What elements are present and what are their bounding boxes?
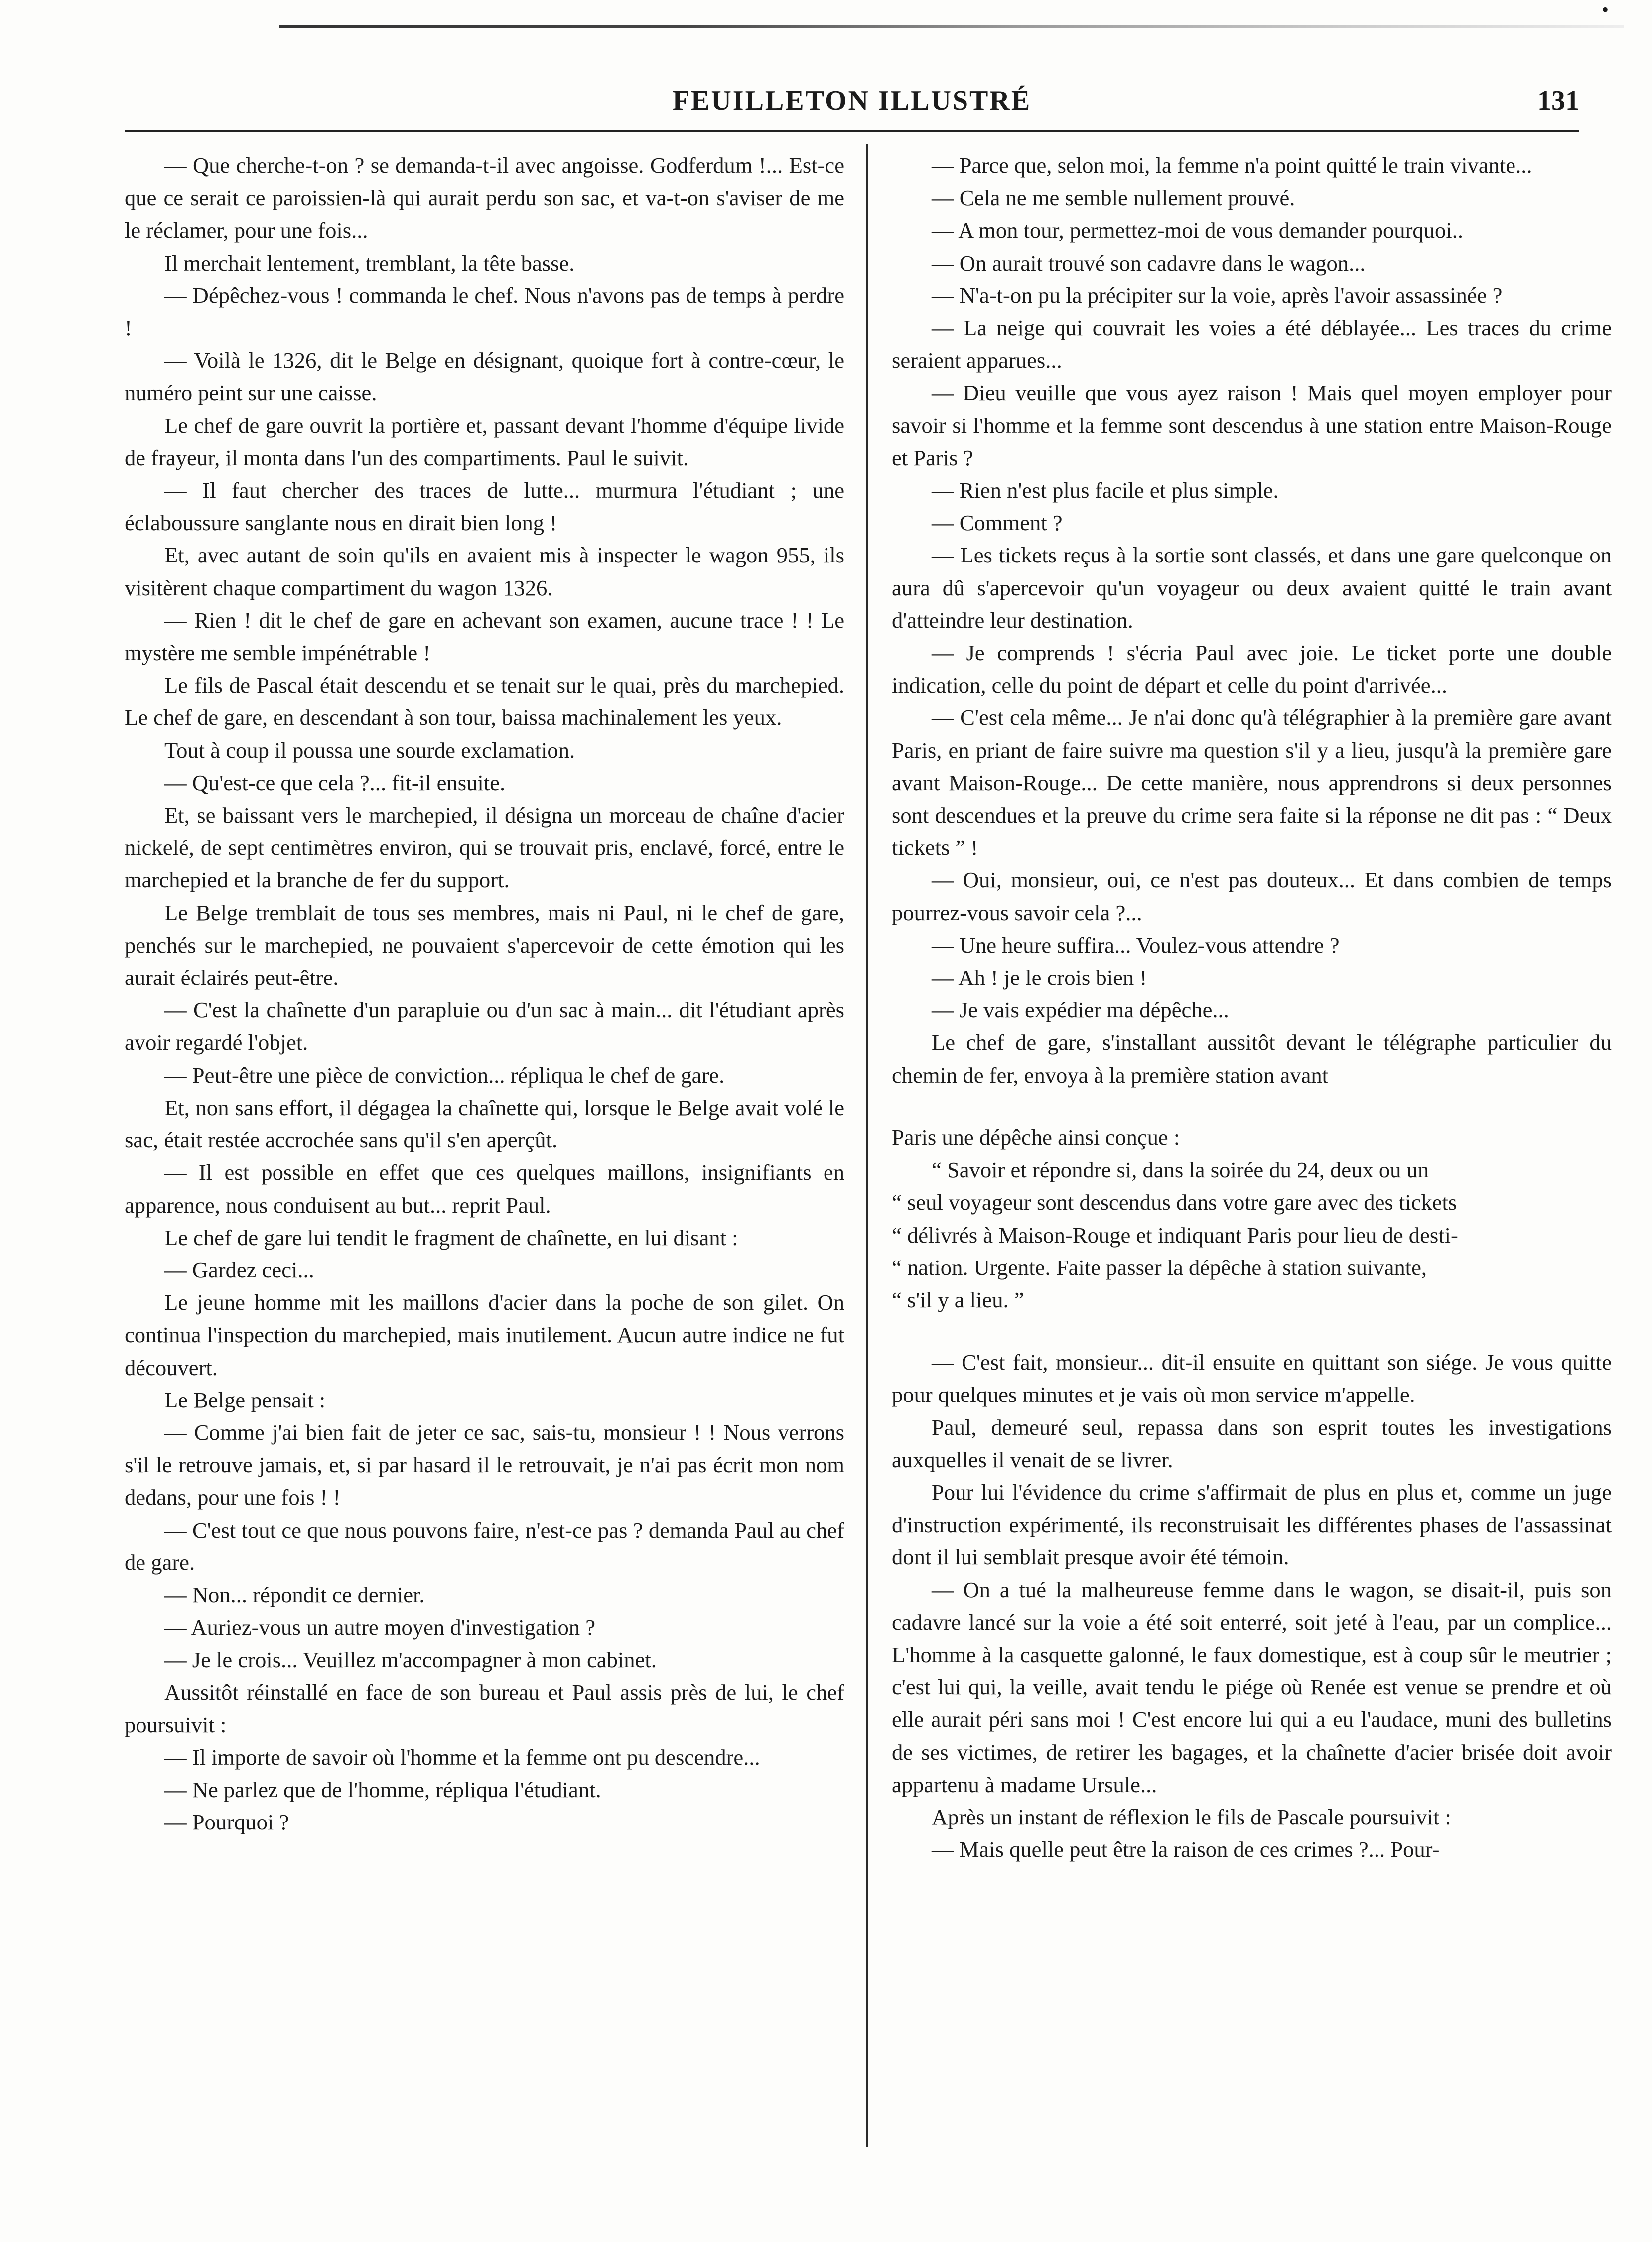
paragraph: — N'a-t-on pu la précipiter sur la voie, après l'avoir assassinée ? [932,282,1503,308]
spacer [892,1316,1612,1346]
paragraph: — Il importe de savoir où l'homme et la femme ont pu descendre... [164,1744,760,1770]
paragraph: — Rien n'est plus facile et plus simple. [932,478,1279,503]
paragraph: — Voilà le 1326, dit le Belge en désignant, quoique fort à contre-cœur, le numéro peint sur une caisse. [125,348,844,406]
telegram-line: “ Savoir et répondre si, dans la soirée du 24, deux ou un [932,1157,1429,1183]
paragraph: — Les tickets reçus à la sortie sont classés, et dans une gare quelconque on aura dû s'apercevoir qu'un voyageur ou deux avaient quitté le train avant d'atteindre leur destination. [892,543,1612,633]
paragraph: — Peut-être une pièce de conviction... répliqua le chef de gare. [164,1062,725,1088]
paragraph: — La neige qui couvrait les voies a été déblayée... Les traces du crime seraient apparues... [892,315,1612,373]
paragraph: — On a tué la malheureuse femme dans le wagon, se disait-il, puis son cadavre lancé sur la voie a été soit enterré, soit jeté à l'eau, par un complice... L'homme à la casquette galonné, le faux domestique, est à coup sûr le meutrier ; c'est lui qui, la veille, avait tendu le piége où Renée est venue se prendre et où elle aurait péri sans moi ! C'est encore lui qui a eu l'audace, muni des bulletins de ses victimes, de retirer les bagages, et la chaînette d'acier brisée doit avoir appartenu à madame Ursule... [892,1577,1612,1797]
spacer [892,1092,1612,1121]
paragraph: — On aurait trouvé son cadavre dans le wagon... [932,250,1366,276]
paragraph: — Une heure suffira... Voulez-vous attendre ? [932,932,1340,958]
paragraph: Pour lui l'évidence du crime s'affirmait de plus en plus et, comme un juge d'instruction expérimenté, ils reconstruisait les différentes phases de l'assassinat dont il lui semblait presque avoir été témoin. [892,1479,1612,1570]
right-column [892,149,1612,2192]
column-divider [866,144,868,2147]
paragraph: — Comme j'ai bien fait de jeter ce sac, sais-tu, monsieur ! ! Nous verrons s'il le retrouve jamais, et, si par hasard il le retrouvait, je n'ai pas écrit mon nom dedans, pour une fois ! ! [125,1419,844,1510]
running-title: FEUILLETON ILLUSTRÉ [672,85,1032,116]
paragraph: — Rien ! dit le chef de gare en achevant son examen, aucune trace ! ! Le mystère me semble impénétrable ! [125,607,844,666]
paragraph: — Ah ! je le crois bien ! [932,965,1147,990]
paragraph: — Il est possible en effet que ces quelques maillons, insignifiants en apparence, nous conduisent au but... reprit Paul. [125,1160,844,1218]
header-rule [125,130,1579,132]
paragraph: Paul, demeuré seul, repassa dans son esprit toutes les investigations auxquelles il venait de se livrer. [892,1414,1612,1472]
paragraph: — Ne parlez que de l'homme, répliqua l'étudiant. [164,1777,601,1803]
paragraph: — Cela ne me semble nullement prouvé. [932,185,1295,211]
telegram-line: “ s'il y a lieu. ” [892,1287,1024,1312]
paragraph: — Que cherche-t-on ? se demanda-t-il avec angoisse. Godferdum !... Est-ce que ce serait ce paroissien-là qui aurait perdu son sac, et va-t-on s'aviser de me le réclamer, pour une fois... [125,153,844,243]
paragraph: Le Belge tremblait de tous ses membres, mais ni Paul, ni le chef de gare, penchés sur le marchepied, ne pouvaient s'apercevoir de cette émotion qui les aurait éclairés peut-être. [125,900,844,990]
paragraph: — Dépêchez-vous ! commanda le chef. Nous n'avons pas de temps à perdre ! [125,282,844,341]
paragraph: Le chef de gare lui tendit le fragment de chaînette, en lui disant : [164,1225,738,1250]
paragraph: Et, se baissant vers le marchepied, il désigna un morceau de chaîne d'acier nickelé, de sept centimètres environ, qui se trouvait pris, enclavé, forcé, entre le marchepied et la branche de fer du support. [125,803,844,893]
paragraph: — Pourquoi ? [164,1810,289,1835]
telegram-text [892,1154,1612,1316]
telegram-line: “ nation. Urgente. Faite passer la dépêche à station suivante, [892,1255,1427,1280]
paragraph: — Parce que, selon moi, la femme n'a point quitté le train vivante... [932,153,1532,178]
paragraph: — Je vais expédier ma dépêche... [932,997,1229,1023]
paragraph: Paris une dépêche ainsi conçue : [892,1124,1180,1150]
telegram-line: “ délivrés à Maison-Rouge et indiquant Paris pour lieu de desti- [892,1222,1458,1248]
telegram-line: “ seul voyageur sont descendus dans votre gare avec des tickets [892,1190,1457,1215]
paragraph: — Qu'est-ce que cela ?... fit-il ensuite. [164,770,506,795]
paragraph: — Oui, monsieur, oui, ce n'est pas douteux... Et dans combien de temps pourrez-vous savoir cela ?... [892,867,1612,925]
paragraph: Tout à coup il poussa une sourde exclamation. [164,737,575,763]
paragraph: Le fils de Pascal était descendu et se tenait sur le quai, près du marchepied. Le chef de gare, en descendant à son tour, baissa machinalement les yeux. [125,673,844,730]
paragraph: Le chef de gare, s'installant aussitôt devant le télégraphe particulier du chemin de fer, envoya à la première station avant [892,1030,1612,1088]
paragraph: Le chef de gare ouvrit la portière et, passant devant l'homme d'équipe livide de frayeur, il monta dans l'un des compartiments. Paul le suivit. [125,413,844,470]
left-column [125,149,844,2192]
page-header [125,75,1579,125]
paragraph: — Mais quelle peut être la raison de ces crimes ?... Pour- [932,1837,1440,1862]
paragraph: — Je comprends ! s'écria Paul avec joie. Le ticket porte une double indication, celle du point de départ et celle du point d'arrivée... [892,640,1612,698]
paragraph: — C'est la chaînette d'un parapluie ou d'un sac à main... dit l'étudiant après avoir regardé l'objet. [125,997,844,1055]
paragraph: Il merchait lentement, tremblant, la tête basse. [164,250,575,276]
paragraph: — C'est cela même... Je n'ai donc qu'à télégraphier à la première gare avant Paris, en priant de faire suivre ma question s'il y a lieu, jusqu'à la première gare avant Maison-Rouge... De cette manière, nous apprendrons si deux personnes sont descendues et la preuve du crime sera faite si la réponse ne dit pas : “ Deux tickets ” ! [892,705,1612,860]
paragraph: — C'est fait, monsieur... dit-il ensuite en quittant son siége. Je vous quitte pour quelques minutes et je vais où mon service m'appelle. [892,1350,1612,1407]
paragraph: — Comment ? [932,510,1063,536]
paragraph: Le Belge pensait : [164,1387,326,1412]
paragraph: — Dieu veuille que vous ayez raison ! Mais quel moyen employer pour savoir si l'homme et la femme sont descendus à une station entre Maison-Rouge et Paris ? [892,380,1612,470]
paragraph: Et, avec autant de soin qu'ils en avaient mis à inspecter le wagon 955, ils visitèrent chaque compartiment du wagon 1326. [125,543,844,600]
paragraph: — Gardez ceci... [164,1257,314,1282]
page-number: 131 [1537,85,1579,116]
paragraph: Aussitôt réinstallé en face de son bureau et Paul assis près de lui, le chef poursuivit : [125,1680,844,1737]
top-decorative-rule [279,25,1624,28]
paragraph: — Non... répondit ce dernier. [164,1582,425,1607]
paragraph: — A mon tour, permettez-moi de vous demander pourquoi.. [932,218,1464,243]
paragraph: Le jeune homme mit les maillons d'acier dans la poche de son gilet. On continua l'inspection du marchepied, mais inutilement. Aucun autre indice ne fut découvert. [125,1290,844,1380]
paragraph: — Auriez-vous un autre moyen d'investigation ? [164,1615,596,1640]
paragraph: — C'est tout ce que nous pouvons faire, n'est-ce pas ? demanda Paul au chef de gare. [125,1517,844,1575]
paragraph: Et, non sans effort, il dégagea la chaînette qui, lorsque le Belge avait volé le sac, était restée accrochée sans qu'il s'en aperçût. [125,1095,844,1153]
paragraph: — Il faut chercher des traces de lutte... murmura l'étudiant ; une éclaboussure sanglante nous en dirait bien long ! [125,478,844,536]
paragraph: Après un instant de réflexion le fils de Pascale poursuivit : [932,1804,1451,1829]
paragraph: — Je le crois... Veuillez m'accompagner à mon cabinet. [164,1647,657,1673]
corner-mark: • [1602,0,1609,21]
